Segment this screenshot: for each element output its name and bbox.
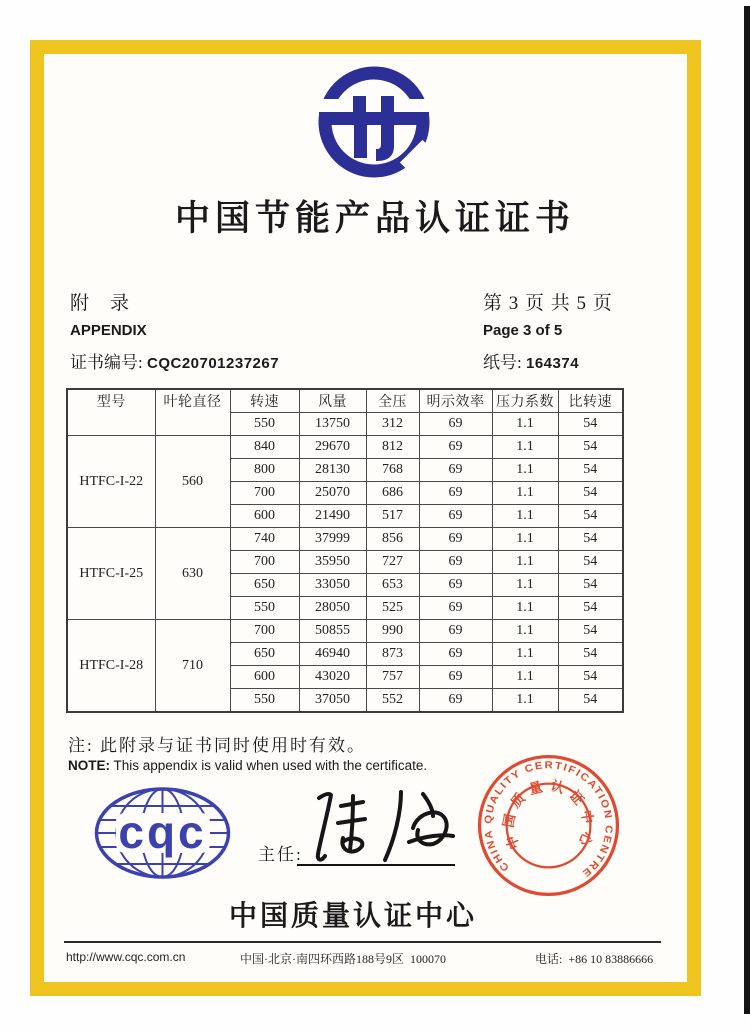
seal-text-cn: 中国质量认证中心 xyxy=(500,777,597,854)
col-header: 型号 xyxy=(67,389,155,436)
col-header: 叶轮直径 xyxy=(155,389,230,436)
value-cell: 28130 xyxy=(299,459,366,482)
value-cell: 69 xyxy=(419,482,492,505)
director-signature xyxy=(305,786,460,868)
seal-text-en: CHINA QUALITY CERTIFICATION CENTRE xyxy=(483,760,614,879)
value-cell: 28050 xyxy=(299,597,366,620)
paper-number-value: 164374 xyxy=(525,355,580,372)
value-cell: 768 xyxy=(366,459,419,482)
value-cell: 54 xyxy=(558,643,623,666)
director-label: 主任: xyxy=(258,845,303,864)
value-cell: 800 xyxy=(230,459,299,482)
value-cell: 37050 xyxy=(299,689,366,713)
value-cell: 312 xyxy=(366,413,419,436)
value-cell: 54 xyxy=(558,666,623,689)
diameter-cell: 710 xyxy=(155,620,230,713)
footer-phone: 电话: +86 10 83886666 xyxy=(535,952,654,966)
value-cell: 69 xyxy=(419,551,492,574)
value-cell: 21490 xyxy=(299,505,366,528)
table-row xyxy=(67,620,623,643)
value-cell: 1.1 xyxy=(492,666,558,689)
value-cell: 35950 xyxy=(299,551,366,574)
certificate-number-line xyxy=(70,348,279,373)
value-cell: 69 xyxy=(419,689,492,713)
page-indicator-en: Page 3 of 5 xyxy=(483,322,563,339)
value-cell: 650 xyxy=(230,643,299,666)
value-cell: 1.1 xyxy=(492,413,558,436)
value-cell: 54 xyxy=(558,482,623,505)
value-cell: 600 xyxy=(230,666,299,689)
value-cell: 1.1 xyxy=(492,551,558,574)
value-cell: 69 xyxy=(419,413,492,436)
certificate-title: 中国节能产品认证证书 xyxy=(174,199,575,238)
col-header: 比转速 xyxy=(558,389,623,413)
value-cell: 54 xyxy=(558,505,623,528)
value-cell: 54 xyxy=(558,620,623,643)
value-cell: 525 xyxy=(366,597,419,620)
value-cell: 54 xyxy=(558,551,623,574)
value-cell: 1.1 xyxy=(492,528,558,551)
footer-divider xyxy=(64,941,661,943)
note-en xyxy=(68,758,427,773)
value-cell: 990 xyxy=(366,620,419,643)
certificate-number-value: CQC20701237267 xyxy=(146,355,280,372)
value-cell: 873 xyxy=(366,643,419,666)
value-cell: 727 xyxy=(366,551,419,574)
model-cell: HTFC-I-22 xyxy=(67,436,155,528)
organization-name: 中国质量认证中心 xyxy=(228,900,477,931)
value-cell: 69 xyxy=(419,528,492,551)
value-cell: 550 xyxy=(230,413,299,436)
value-cell: 517 xyxy=(366,505,419,528)
value-cell: 1.1 xyxy=(492,597,558,620)
value-cell: 700 xyxy=(230,551,299,574)
value-cell: 600 xyxy=(230,505,299,528)
value-cell: 1.1 xyxy=(492,620,558,643)
col-header: 全压 xyxy=(366,389,419,413)
value-cell: 13750 xyxy=(299,413,366,436)
value-cell: 1.1 xyxy=(492,689,558,713)
value-cell: 46940 xyxy=(299,643,366,666)
appendix-label-en: APPENDIX xyxy=(70,322,147,339)
note-en-text: This appendix is valid when used with the certificate. xyxy=(110,758,428,773)
cqc-globe-letters: cqc xyxy=(118,806,207,858)
value-cell: 550 xyxy=(230,689,299,713)
diameter-cell: 560 xyxy=(155,436,230,528)
value-cell: 1.1 xyxy=(492,643,558,666)
spec-table-body xyxy=(67,389,623,712)
col-header: 转速 xyxy=(230,389,299,413)
header-row xyxy=(67,389,623,413)
value-cell: 840 xyxy=(230,436,299,459)
value-cell: 1.1 xyxy=(492,574,558,597)
value-cell: 69 xyxy=(419,436,492,459)
col-header: 压力系数 xyxy=(492,389,558,413)
value-cell: 37999 xyxy=(299,528,366,551)
value-cell: 650 xyxy=(230,574,299,597)
value-cell: 69 xyxy=(419,505,492,528)
value-cell: 550 xyxy=(230,597,299,620)
value-cell: 54 xyxy=(558,459,623,482)
value-cell: 69 xyxy=(419,620,492,643)
note-en-label: NOTE: xyxy=(68,758,110,773)
model-cell: HTFC-I-25 xyxy=(67,528,155,620)
scan-edge-artifact xyxy=(744,6,750,1014)
value-cell: 740 xyxy=(230,528,299,551)
value-cell: 54 xyxy=(558,597,623,620)
footer-url: http://www.cqc.com.cn xyxy=(66,950,186,964)
value-cell: 54 xyxy=(558,574,623,597)
value-cell: 552 xyxy=(366,689,419,713)
col-header: 风量 xyxy=(299,389,366,413)
value-cell: 1.1 xyxy=(492,505,558,528)
paper-number-line xyxy=(483,348,613,373)
value-cell: 653 xyxy=(366,574,419,597)
value-cell: 812 xyxy=(366,436,419,459)
page-indicator-cn: 第 3 页 共 5 页 xyxy=(483,293,613,314)
energy-saving-jie-logo-icon xyxy=(314,66,434,178)
diameter-cell: 630 xyxy=(155,528,230,620)
table-row xyxy=(67,436,623,459)
paper-number-label: 纸号: xyxy=(483,353,526,372)
value-cell: 757 xyxy=(366,666,419,689)
note-cn: 注: 此附录与证书同时使用时有效。 xyxy=(68,736,366,755)
value-cell: 69 xyxy=(419,643,492,666)
value-cell: 69 xyxy=(419,597,492,620)
value-cell: 25070 xyxy=(299,482,366,505)
value-cell: 43020 xyxy=(299,666,366,689)
value-cell: 50855 xyxy=(299,620,366,643)
value-cell: 686 xyxy=(366,482,419,505)
value-cell: 1.1 xyxy=(492,482,558,505)
appendix-block-left xyxy=(70,288,279,373)
appendix-block-right xyxy=(483,288,613,373)
value-cell: 1.1 xyxy=(492,436,558,459)
appendix-label-cn: 附 录 xyxy=(70,293,131,314)
table-row xyxy=(67,528,623,551)
col-header: 明示效率 xyxy=(419,389,492,413)
value-cell: 1.1 xyxy=(492,459,558,482)
value-cell: 700 xyxy=(230,482,299,505)
value-cell: 54 xyxy=(558,528,623,551)
value-cell: 700 xyxy=(230,620,299,643)
value-cell: 54 xyxy=(558,689,623,713)
cqc-globe-logo-icon xyxy=(94,787,234,881)
value-cell: 69 xyxy=(419,574,492,597)
value-cell: 69 xyxy=(419,666,492,689)
footer-address: 中国·北京·南四环西路188号9区 100070 xyxy=(240,952,446,966)
spec-table xyxy=(66,388,624,713)
value-cell: 54 xyxy=(558,413,623,436)
value-cell: 33050 xyxy=(299,574,366,597)
value-cell: 856 xyxy=(366,528,419,551)
value-cell: 29670 xyxy=(299,436,366,459)
value-cell: 69 xyxy=(419,459,492,482)
certificate-number-label: 证书编号: xyxy=(70,353,147,372)
value-cell: 54 xyxy=(558,436,623,459)
cqc-red-seal xyxy=(476,753,621,898)
model-cell: HTFC-I-28 xyxy=(67,620,155,713)
